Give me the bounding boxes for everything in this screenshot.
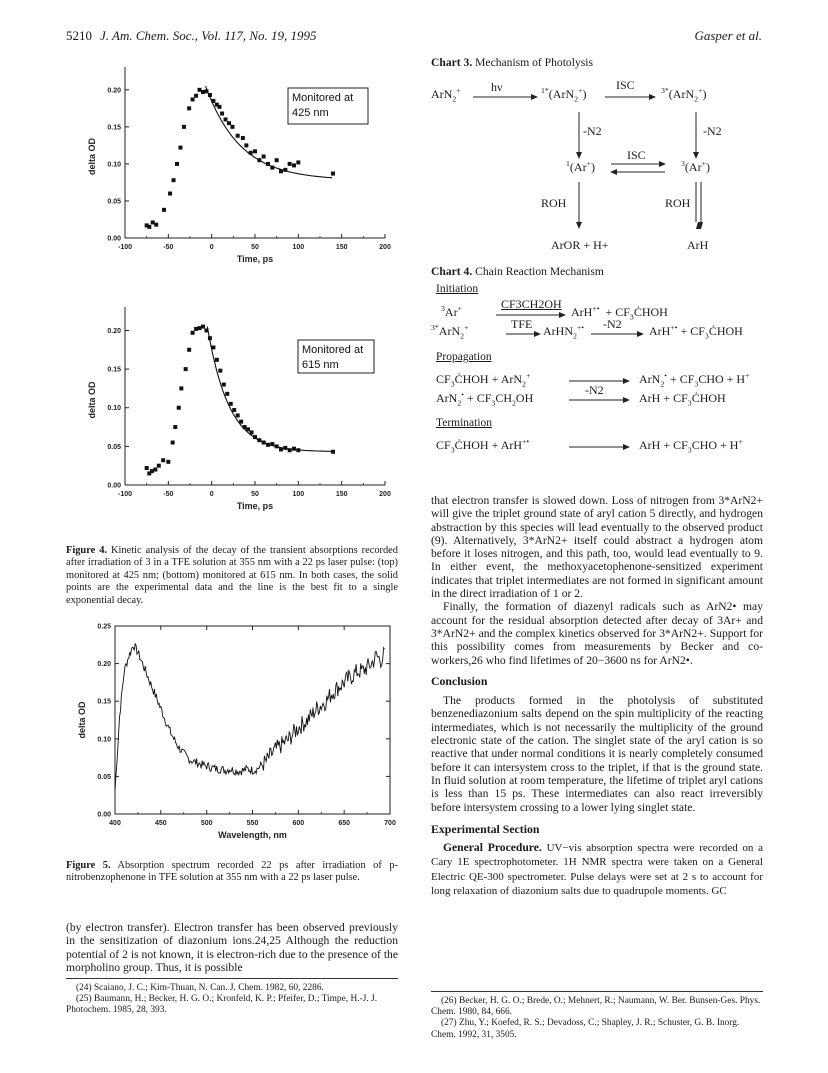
annotation-text: 615 nm <box>302 359 339 371</box>
running-header-authors: Gasper et al. <box>694 28 762 43</box>
chart3-isc-top: ISC <box>616 78 635 92</box>
x-tick-label: 400 <box>109 820 121 827</box>
general-procedure-heading: General Procedure. <box>443 841 542 855</box>
journal-citation: J. Am. Chem. Soc., Vol. 117, No. 19, 1995 <box>100 28 317 43</box>
data-point <box>194 327 198 331</box>
data-point <box>166 460 170 464</box>
right-para1: that electron transfer is slowed down. Loss of nitrogen from 3*ArN2+ will give the triplet ground state of aryl cation 5 directly, and hydrogen abstraction by this species will lead eventually to the observed product (9). Alternatively, 3*ArN2+ itself could abstract a hydrogen atom before it loses nitrogen, and this path, too, would lead eventually to 9. In either event, the methoxyacetophenone-sensitized experiment indicates that triplet intermediates are not formed in significant amount in the direct irradiation of 1 or 2. <box>431 494 763 601</box>
figure4-caption <box>66 545 398 607</box>
right-body <box>431 494 763 898</box>
x-tick-label: 600 <box>292 820 305 827</box>
experimental-heading: Experimental Section <box>431 821 540 836</box>
figure5-caption-label: Figure 5. <box>66 860 111 871</box>
y-axis-label: delta OD <box>87 381 97 419</box>
chart4-init-product1: $ArH^{+•} + CF_3ĊHOH$ <box>571 304 668 322</box>
chart3-roh-left: ROH <box>541 196 567 210</box>
data-point <box>244 143 248 147</box>
figure4-caption-label: Figure 4. <box>66 545 108 556</box>
right-footnotes <box>431 996 763 1041</box>
data-point <box>218 369 222 373</box>
page-number: 5210 <box>66 28 92 43</box>
annotation-text: 425 nm <box>292 107 329 119</box>
data-point <box>288 162 292 166</box>
chart4-init-reactant2: $^{3*}$ArN$_2$+ <box>431 323 469 341</box>
x-tick-label: 650 <box>338 820 351 827</box>
x-tick-label: 50 <box>251 244 259 251</box>
chart4-init-intermediate: ArHN$_2$+• <box>543 323 585 341</box>
data-point <box>172 178 176 182</box>
data-point <box>236 134 240 138</box>
data-point <box>236 413 240 417</box>
x-tick-label: 150 <box>335 244 348 251</box>
x-tick-label: 150 <box>335 491 348 498</box>
data-point <box>331 172 335 176</box>
chart3-arn2: ArN$_2$+ <box>431 86 461 104</box>
data-point <box>201 90 205 94</box>
data-point <box>215 358 219 362</box>
chart4-initiation-label: Initiation <box>436 283 479 295</box>
left-body-paragraph <box>66 921 398 974</box>
y-tick-label: 0.05 <box>107 443 121 451</box>
figure5-caption-text: Absorption spectrum recorded 22 ps after irradiation of p-nitrobenzophenone in TFE solution at 355 nm with a 22 ps laser pulse. <box>66 860 398 884</box>
chart4-init-reactant1: $^3$Ar+ <box>441 304 462 319</box>
x-tick-label: 700 <box>384 820 396 827</box>
data-point <box>232 408 236 412</box>
y-tick-label: 0.15 <box>107 366 121 374</box>
x-axis-label: Wavelength, nm <box>218 830 287 840</box>
chart4-minus-n2-init: -N2 <box>603 317 622 331</box>
chart4-init-product2: $ArH^{+•} + CF_3ĊHOH$ <box>649 323 743 341</box>
left-footnote-rule <box>66 978 398 979</box>
data-point <box>230 125 234 129</box>
y-tick-label: 0.05 <box>107 198 121 206</box>
x-tick-label: -100 <box>117 491 133 498</box>
data-point <box>147 225 151 229</box>
general-procedure-text: UV−vis absorption spectra were recorded on a Cary 1E spectrophotometer. 1H NMR spectra were taken on a General Electric QE-300 spectrometer. Pulse delays were set at 2 s to account for long relaxation of diazonium salts due to quadrupole moments. GC <box>431 842 763 898</box>
data-point <box>178 146 182 150</box>
data-point <box>241 136 245 140</box>
data-point <box>220 112 224 116</box>
x-tick-label: -50 <box>163 244 174 251</box>
running-header-left <box>66 28 317 44</box>
data-point <box>194 94 198 98</box>
footnote-24: (24) Scaiano, J. C.; Kim-Thuan, N. Can. J. Chem. 1982, 60, 2286. <box>76 983 324 993</box>
right-para2: Finally, the formation of diazenyl radicals such as ArN2• may account for the residual absorption detected after decay of 3Ar+ and 3*ArN2+ and the complex kinetics observed for 3*ArN2+. Support for this possibility comes from measurements by Becker and co-workers,26 who find lifetimes of 20−3600 ns for ArN2•. <box>431 600 763 667</box>
x-tick-label: 450 <box>154 820 167 827</box>
chart4-scheme <box>431 283 776 478</box>
chart3-triplet-arn2: $^{3*}$(ArN$_2$+) <box>661 86 707 104</box>
chart3-isc-middle: ISC <box>627 148 646 162</box>
y-axis-label: delta OD <box>87 137 97 176</box>
data-point <box>224 117 228 121</box>
data-point <box>179 386 183 390</box>
footnote-27: (27) Zhu, Y.; Koefed, R. S.; Devadoss, C.; Shapley, J. R.; Schuster, G. B. Inorg. Chem. 1992, 31, 3505. <box>431 1018 740 1040</box>
data-point <box>153 468 157 472</box>
chart4-term-reactants: $CF_3ĊHOH + ArH^{+•}$ <box>436 437 530 455</box>
conclusion-text: The products formed in the photolysis of substituted benzenediazonium salts depend on the spin multiplicity of the reacting intermediates, which is not necessarily the multiplicity of the ground electronic state of the cation. The singlet state of the aryl cation is so reactive that under normal conditions it is nearly completely consumed before it can intersystem cross to the triplet, if that is the ground state. In fluid solution at room temperature, the lifetime of triplet aryl cations is less than 15 ps. These intermediates can also react irreversibly before intersystem crossing to a lower lying singlet state. <box>431 694 763 814</box>
y-tick-label: 0.15 <box>97 698 111 706</box>
chart3-hv: hν <box>491 80 503 94</box>
figure4-top-plot <box>60 60 400 295</box>
y-tick-label: 0.10 <box>97 736 111 744</box>
left-body-text: (by electron transfer). Electron transfer has been observed previously in the sensitization of diazonium ions.24,25 Although the reduction potential of 2 is not known, it is electron-rich due to the presence of the morpholino group. Thus, it is possible <box>66 921 398 974</box>
figure5-plot <box>60 616 400 858</box>
x-axis-label: Time, ps <box>236 254 274 264</box>
data-point <box>162 208 166 212</box>
y-tick-label: 0.00 <box>107 482 121 490</box>
y-tick-label: 0.20 <box>97 661 111 669</box>
figure5-caption <box>66 860 398 885</box>
x-tick-label: 0 <box>209 244 214 251</box>
y-tick-label: 0.10 <box>107 405 121 413</box>
data-point <box>222 383 226 387</box>
chart3-singlet-arn2: $^{1*}$(ArN$_2$+) <box>541 86 587 104</box>
right-footnote-rule <box>431 991 763 992</box>
data-point <box>151 220 155 224</box>
y-tick-label: 0.15 <box>107 124 121 132</box>
chart4-prop2-products: ArH + $CF_3ĊHOH$ <box>639 391 726 408</box>
data-point <box>184 367 188 371</box>
x-tick-label: 100 <box>292 491 305 498</box>
footnote-25: (25) Baumann, H.; Becker, H. G. O.; Kronfeld, K. P.; Pfeifer, D.; Timpe, H.-J. J. Photochem. 1985, 28, 393. <box>66 994 378 1016</box>
x-tick-label: 50 <box>251 491 259 498</box>
x-tick-label: -50 <box>163 491 174 498</box>
data-point <box>191 97 195 101</box>
data-point <box>292 163 296 167</box>
x-tick-label: 550 <box>246 820 259 827</box>
y-tick-label: 0.20 <box>107 327 121 335</box>
chart3-triplet-ar: $^3$(Ar+) <box>681 159 710 174</box>
chart3-title-text: Mechanism of Photolysis <box>475 56 593 69</box>
x-tick-label: 200 <box>379 244 391 251</box>
chart4-label: Chart 4. <box>431 265 473 278</box>
chart3-product-left: ArOR + H+ <box>551 238 609 252</box>
x-axis-label: Time, ps <box>236 501 274 511</box>
data-point <box>161 458 165 462</box>
x-tick-label: 500 <box>200 820 213 827</box>
figure4-bottom-plot <box>60 300 400 545</box>
chart3-arrows <box>431 72 771 262</box>
chart3-singlet-ar: $^1$(Ar+) <box>566 159 595 174</box>
y-tick-label: 0.10 <box>107 161 121 169</box>
footnote-26: (26) Becker, H. G. O.; Brede, O.; Mehnert, R.; Naumann, W. Ber. Bunsen-Ges. Phys. Chem. 1980, 84, 666. <box>431 996 761 1018</box>
y-tick-label: 0.00 <box>107 235 121 243</box>
data-point <box>253 149 257 153</box>
chart4-title <box>431 265 604 278</box>
data-point <box>175 162 179 166</box>
data-point <box>187 106 191 110</box>
chart3-label: Chart 3. <box>431 56 473 69</box>
data-point <box>227 121 231 125</box>
y-tick-label: 0.05 <box>97 773 111 781</box>
data-point <box>201 325 205 329</box>
data-point <box>171 441 175 445</box>
data-point <box>296 160 300 164</box>
chart4-tfe: TFE <box>511 317 533 331</box>
chart3-minus-n2-left: -N2 <box>583 124 602 138</box>
data-point <box>150 469 154 473</box>
y-tick-label: 0.25 <box>97 623 111 631</box>
chart4-minus-n2-prop: -N2 <box>585 383 604 397</box>
left-footnotes <box>66 983 398 1017</box>
plot-frame <box>115 626 390 814</box>
chart4-reagent: CF3CH2OH <box>501 297 562 311</box>
data-point <box>225 392 229 396</box>
chart3-minus-n2-right: -N2 <box>703 124 722 138</box>
data-point <box>198 326 202 330</box>
y-tick-label: 0.20 <box>107 87 121 95</box>
conclusion-heading: Conclusion <box>431 673 488 688</box>
figure4-caption-text: Kinetic analysis of the decay of the transient absorptions recorded after irradiation of 3 in a TFE solution at 355 nm with a 22 ps laser pulse: (top) monitored at 425 nm; (bottom) monitored at 615 nm. In both cases, the solid points are the experimental data and the line is the best fit to a single exponential decay. <box>66 545 398 606</box>
data-point <box>168 192 172 196</box>
chart3-scheme <box>431 72 771 262</box>
data-point <box>145 466 149 470</box>
x-tick-label: 200 <box>379 491 391 498</box>
data-point <box>154 223 158 227</box>
data-point <box>187 348 191 352</box>
data-point <box>173 425 177 429</box>
data-point <box>182 125 186 129</box>
chart3-roh-right: ROH <box>665 196 691 210</box>
data-point <box>262 155 266 159</box>
x-tick-label: 100 <box>292 244 305 251</box>
spectrum-trace <box>115 644 385 792</box>
x-tick-label: 0 <box>209 491 214 498</box>
data-point <box>157 464 161 468</box>
chart4-title-text: Chain Reaction Mechanism <box>475 265 604 278</box>
chart4-term-products: ArH + $CF_3CHO + H^+$ <box>639 437 743 455</box>
annotation-text: Monitored at <box>302 344 364 356</box>
y-axis-label: delta OD <box>77 701 87 739</box>
data-point <box>177 406 181 410</box>
data-point <box>275 158 279 162</box>
data-point <box>198 88 202 92</box>
chart3-title <box>431 56 593 69</box>
annotation-text: Monitored at <box>292 92 354 104</box>
chart4-prop1-reactants: $CF_3ĊHOH + ArN_2^+$ <box>436 371 531 389</box>
data-point <box>217 105 221 109</box>
chart4-prop1-products: $ArN_2^• + CF_3CHO + H^+$ <box>639 371 750 389</box>
chart3-product-right: ArH <box>687 238 709 252</box>
data-point <box>191 331 195 335</box>
chart4-propagation-label: Propagation <box>436 351 492 363</box>
chart4-termination-label: Termination <box>436 417 493 429</box>
chart4-prop2-reactants: $ArN_2^• + CF_3CH_2OH$ <box>436 390 534 408</box>
x-tick-label: -100 <box>117 244 133 251</box>
y-tick-label: 0.00 <box>97 811 111 819</box>
